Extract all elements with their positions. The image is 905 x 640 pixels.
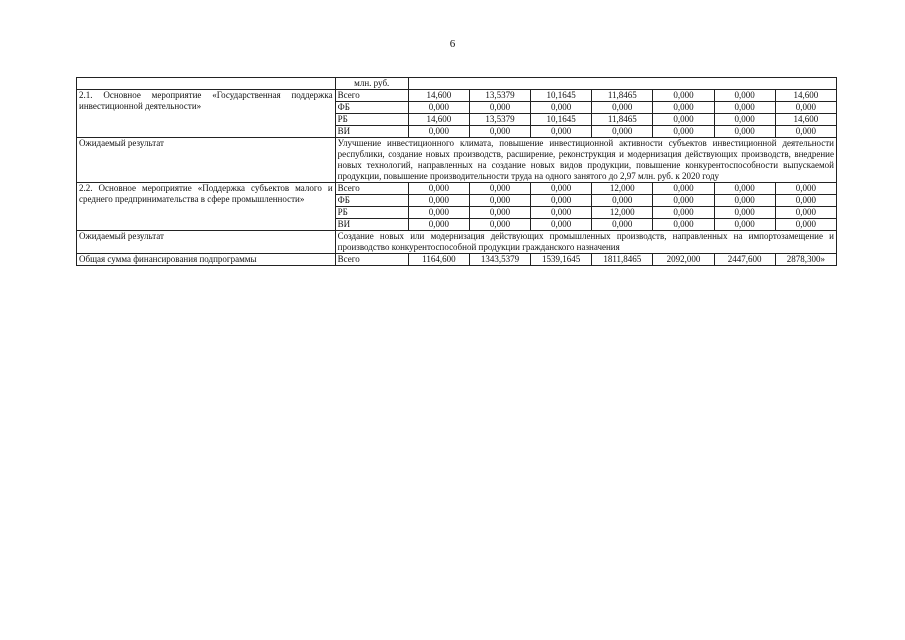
source-label: ВИ xyxy=(335,126,408,138)
amount-cell: 0,000 xyxy=(775,219,836,231)
amount-cell: 0,000 xyxy=(653,219,714,231)
amount-cell: 0,000 xyxy=(714,126,775,138)
financing-row xyxy=(77,183,837,195)
total-amount-cell: 2878,300» xyxy=(775,254,836,266)
result-row xyxy=(77,138,837,183)
amount-cell: 0,000 xyxy=(714,195,775,207)
source-label: Всего xyxy=(335,183,408,195)
amount-cell: 0,000 xyxy=(592,102,653,114)
amount-cell: 0,000 xyxy=(469,126,530,138)
amount-cell: 12,000 xyxy=(592,183,653,195)
amount-cell: 0,000 xyxy=(714,90,775,102)
amount-cell: 0,000 xyxy=(714,102,775,114)
amount-cell: 0,000 xyxy=(653,195,714,207)
amount-cell: 0,000 xyxy=(531,195,592,207)
page-number: 6 xyxy=(449,38,456,50)
result-label: Ожидаемый результат xyxy=(77,231,336,254)
activity-title: 2.2. Основное мероприятие «Поддержка субъектов малого и среднего предпринимательства в сфере промышленности» xyxy=(77,183,336,231)
source-label: ФБ xyxy=(335,195,408,207)
amount-cell: 0,000 xyxy=(531,183,592,195)
amount-cell: 13,5379 xyxy=(469,114,530,126)
amount-cell: 0,000 xyxy=(408,183,469,195)
total-title: Общая сумма финансирования подпрограммы xyxy=(77,254,336,266)
source-label: РБ xyxy=(335,114,408,126)
amount-cell: 0,000 xyxy=(775,207,836,219)
amount-cell: 0,000 xyxy=(653,207,714,219)
amount-cell: 0,000 xyxy=(653,90,714,102)
amount-cell: 0,000 xyxy=(408,219,469,231)
source-label: Всего xyxy=(335,90,408,102)
amount-cell: 0,000 xyxy=(469,195,530,207)
amount-cell: 0,000 xyxy=(408,195,469,207)
amount-cell: 0,000 xyxy=(531,126,592,138)
amount-cell: 0,000 xyxy=(653,102,714,114)
total-amount-cell: 1164,600 xyxy=(408,254,469,266)
total-row xyxy=(77,254,837,266)
amount-cell: 10,1645 xyxy=(531,90,592,102)
result-row xyxy=(77,231,837,254)
amount-cell: 0,000 xyxy=(531,219,592,231)
amount-cell: 14,600 xyxy=(408,90,469,102)
amount-cell: 0,000 xyxy=(775,183,836,195)
amount-cell: 0,000 xyxy=(531,207,592,219)
amount-cell: 0,000 xyxy=(408,126,469,138)
unit-row xyxy=(77,78,837,90)
unit-label: млн. руб. xyxy=(335,78,408,90)
total-amount-cell: 1811,8465 xyxy=(592,254,653,266)
amount-cell: 0,000 xyxy=(469,219,530,231)
amount-cell: 0,000 xyxy=(469,102,530,114)
total-amount-cell: 2447,600 xyxy=(714,254,775,266)
financing-row xyxy=(77,90,837,102)
financing-table xyxy=(76,77,837,266)
amount-cell: 0,000 xyxy=(653,114,714,126)
result-text: Создание новых или модернизация действующих промышленных производств, направленных на импортозамещение и производство конкурентоспособной продукции гражданского назначения xyxy=(335,231,836,254)
amount-cell: 0,000 xyxy=(714,207,775,219)
amount-cell: 14,600 xyxy=(775,90,836,102)
amount-cell: 0,000 xyxy=(531,102,592,114)
amount-cell: 0,000 xyxy=(592,126,653,138)
amount-cell: 12,000 xyxy=(592,207,653,219)
amount-cell: 13,5379 xyxy=(469,90,530,102)
amount-cell: 0,000 xyxy=(408,207,469,219)
total-amount-cell: 1343,5379 xyxy=(469,254,530,266)
amount-cell: 0,000 xyxy=(469,183,530,195)
amount-cell: 0,000 xyxy=(469,207,530,219)
amount-cell: 0,000 xyxy=(714,219,775,231)
result-label: Ожидаемый результат xyxy=(77,138,336,183)
source-label: ВИ xyxy=(335,219,408,231)
amount-cell: 0,000 xyxy=(653,126,714,138)
table-body xyxy=(77,78,837,266)
amount-cell: 14,600 xyxy=(775,114,836,126)
amount-cell: 11,8465 xyxy=(592,90,653,102)
amount-cell: 10,1645 xyxy=(531,114,592,126)
source-label: РБ xyxy=(335,207,408,219)
amount-cell: 0,000 xyxy=(653,183,714,195)
activity-title: 2.1. Основное мероприятие «Государственная поддержка инвестиционной деятельности» xyxy=(77,90,336,138)
empty-cell xyxy=(77,78,336,90)
empty-cell xyxy=(408,78,836,90)
amount-cell: 0,000 xyxy=(714,114,775,126)
amount-cell: 11,8465 xyxy=(592,114,653,126)
amount-cell: 0,000 xyxy=(714,183,775,195)
total-amount-cell: 1539,1645 xyxy=(531,254,592,266)
source-label: ФБ xyxy=(335,102,408,114)
amount-cell: 0,000 xyxy=(408,102,469,114)
amount-cell: 0,000 xyxy=(592,219,653,231)
amount-cell: 0,000 xyxy=(592,195,653,207)
total-amount-cell: 2092,000 xyxy=(653,254,714,266)
result-text: Улучшение инвестиционного климата, повышение инвестиционной активности субъектов инвестиционной деятельности республики, создание новых производств, расширение, реконструкция и модернизация действующих производств, внедрение новых технологий, направленных на создание новых видов продукции, повышение конкурентоспособности выпускаемой продукции, повышение производительности труда на одного занятого до 2,97 млн. руб. к 2020 году xyxy=(335,138,836,183)
total-label: Всего xyxy=(335,254,408,266)
amount-cell: 0,000 xyxy=(775,102,836,114)
amount-cell: 0,000 xyxy=(775,126,836,138)
amount-cell: 14,600 xyxy=(408,114,469,126)
amount-cell: 0,000 xyxy=(775,195,836,207)
